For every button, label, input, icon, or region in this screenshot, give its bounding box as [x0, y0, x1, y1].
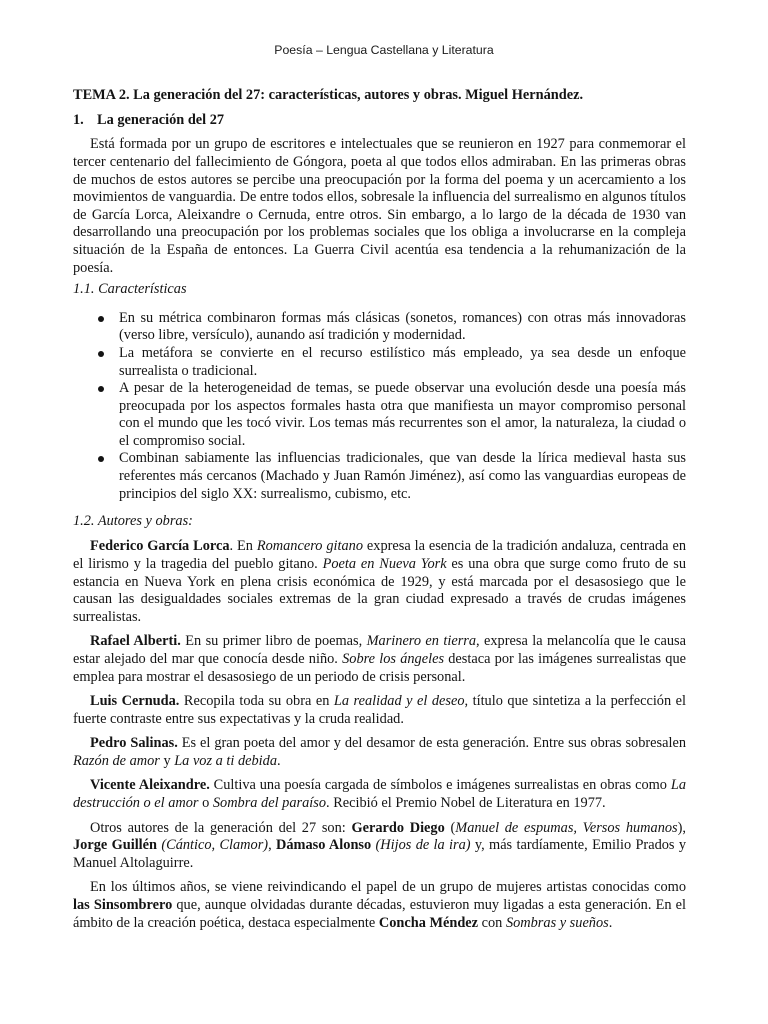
list-item: [73, 310, 686, 345]
characteristics-list: [73, 310, 686, 504]
list-item: [73, 380, 686, 450]
bold-text: Dámaso Alonso: [276, 837, 372, 854]
bold-text: Rafael Alberti.: [90, 633, 181, 650]
italic-text: Sobre los ángeles: [342, 650, 445, 667]
list-item-text: La metáfora se convierte en el recurso estilístico más empleado, ya sea desde un enfoque surrealista o tradicional.: [119, 344, 686, 379]
section-heading: [73, 112, 686, 130]
author-paragraph-salinas: [73, 735, 686, 770]
author-paragraph-alberti: [73, 633, 686, 686]
italic-text: Razón de amor: [73, 752, 160, 769]
text-run: ),: [677, 819, 686, 836]
bold-text: Jorge Guillén: [73, 837, 158, 854]
bullet-icon: [98, 351, 104, 357]
intro-paragraph: Está formada por un grupo de escritores e intelectuales que se reunieron en 1927 para conmemorar el tercer centenario del fallecimiento de Góngora, poeta al que todos ellos admiraban. En las primeras obras de muchos de estos autores se percibe una preocupación por la forma del poema y un acercamiento a los movimientos de vanguardia. De entre todos ellos, sobresale la influencia del surrealismo en algunos títulos de García Lorca, Aleixandre o Cernuda, entre otros. Sin embargo, a lo largo de la década de 1930 van desarrollando una preocupación por los problemas sociales que los obliga a involucrarse en la compleja situación de la España de entonces. La Guerra Civil acentúa esa tendencia a la rehumanización de la poesía.: [73, 136, 686, 276]
text-run: y: [159, 752, 175, 769]
italic-text: La voz a ti debida: [174, 752, 277, 769]
text-run: Cultiva una poesía cargada de símbolos e imágenes surrealistas en obras como: [209, 777, 671, 794]
text-run: con: [478, 914, 506, 931]
italic-text: Sombras y sueños: [505, 914, 609, 931]
text-run: ,: [268, 837, 276, 854]
italic-text: Marinero en tierra: [366, 633, 477, 650]
list-item-text: En su métrica combinaron formas más clásicas (sonetos, romances) con otras más innovadoras (verso libre, versículo), aunando así tradición y modernidad.: [119, 309, 686, 344]
list-item-text: A pesar de la heterogeneidad de temas, se puede observar una evolución desde una poesía más preocupada por los aspectos formales hasta otra que manifiesta un mayor compromiso personal con el mundo que les tocó vivir. Los temas más recurrentes son el amor, la naturaleza, la ciudad o el compromiso social.: [119, 380, 686, 449]
italic-text: La realidad y el deseo: [333, 693, 465, 710]
bold-text: Federico García Lorca: [90, 538, 230, 555]
text-run: . Recibió el Premio Nobel de Literatura en 1977.: [326, 795, 606, 812]
bold-text: Gerardo Diego: [351, 819, 445, 836]
section-number: 1.: [73, 111, 84, 128]
bold-text: Pedro Salinas.: [90, 735, 178, 752]
bold-text: Concha Méndez: [378, 914, 479, 931]
bold-text: las Sinsombrero: [73, 897, 173, 914]
section-title: La generación del 27: [97, 111, 225, 128]
bullet-icon: [98, 456, 104, 462]
bullet-icon: [98, 316, 104, 322]
text-run: , expresa la melancolía que le causa estar alejado del mar que conocía desde niño.: [73, 633, 686, 667]
text-run: , título que sintetiza a la perfección el fuerte contraste entre sus expectativas y la cruda realidad.: [73, 693, 686, 727]
document-body: [73, 87, 686, 932]
text-run: (: [444, 819, 456, 836]
italic-text: Romancero gitano: [256, 538, 363, 555]
list-item-text: Combinan sabiamente las influencias tradicionales, que van desde la lírica medieval hasta sus referentes más cercanos (Machado y Juan Ramón Jiménez), así como las vanguardias europeas de principios del siglo XX: surrealismo, cubismo, etc.: [119, 450, 686, 502]
author-paragraph-sinsombrero: [73, 879, 686, 932]
text-run: expresa la esencia de la tradición andaluza, centrada en el lirismo y la tragedia del pueblo gitano.: [73, 538, 686, 572]
text-run: Es el gran poeta del amor y del desamor de esta generación. Entre sus obras sobresalen: [177, 735, 686, 752]
author-paragraph-lorca: [73, 538, 686, 626]
text-run: y, más tardíamente, Emilio Prados y Manuel Altolaguirre.: [73, 837, 686, 871]
author-paragraph-aleixandre: [73, 777, 686, 812]
text-run: destaca por las imágenes surrealistas que emplea para mostrar el desasosiego de un periodo de crisis personal.: [73, 650, 686, 685]
italic-text: Sombra del paraíso: [212, 795, 327, 812]
italic-text: La destrucción o el amor: [73, 777, 686, 812]
subsection-heading-characteristics: 1.1. Características: [73, 281, 187, 298]
text-run: Otros autores de la generación del 27 son:: [90, 819, 352, 836]
italic-text: Manuel de espumas, Versos humanos: [455, 819, 678, 836]
italic-text: Poeta en Nueva York: [322, 555, 447, 572]
text-run: .: [608, 914, 613, 931]
text-run: En los últimos años, se viene reivindicando el papel de un grupo de mujeres artistas conocidas como: [90, 879, 686, 896]
text-run: En su primer libro de poemas,: [180, 633, 367, 650]
italic-text: (Cántico, Clamor): [161, 837, 269, 854]
italic-text: (Hijos de la ira): [375, 837, 471, 854]
text-run: o: [198, 795, 213, 812]
bullet-icon: [98, 386, 104, 392]
text-run: . En: [229, 538, 257, 555]
author-paragraph-cernuda: [73, 693, 686, 728]
bold-text: Luis Cernuda.: [90, 693, 180, 710]
subsection-heading-authors: 1.2. Autores y obras:: [73, 512, 193, 529]
list-item: [73, 345, 686, 380]
author-paragraph-others: [73, 820, 686, 873]
text-run: .: [277, 752, 281, 769]
list-item: [73, 450, 686, 503]
bold-text: Vicente Aleixandre.: [90, 777, 210, 794]
running-header: Poesía – Lengua Castellana y Literatura: [274, 43, 494, 57]
text-run: que, aunque olvidadas durante décadas, estuvieron muy ligadas a esta generación. En el ámbito de la creación poética, destaca especialmente: [73, 897, 686, 931]
document-title: TEMA 2. La generación del 27: características, autores y obras. Miguel Hernández.: [73, 87, 584, 103]
text-run: es una obra que surge como fruto de su estancia en Nueva York en plena crisis económica de 1929, y está marcada por el desasosiego que le causan las desigualdades sociales extremas de la gran ciudad expresado a través de crudas imágenes surrealistas.: [73, 555, 686, 625]
text-run: Recopila toda su obra en: [179, 693, 334, 710]
